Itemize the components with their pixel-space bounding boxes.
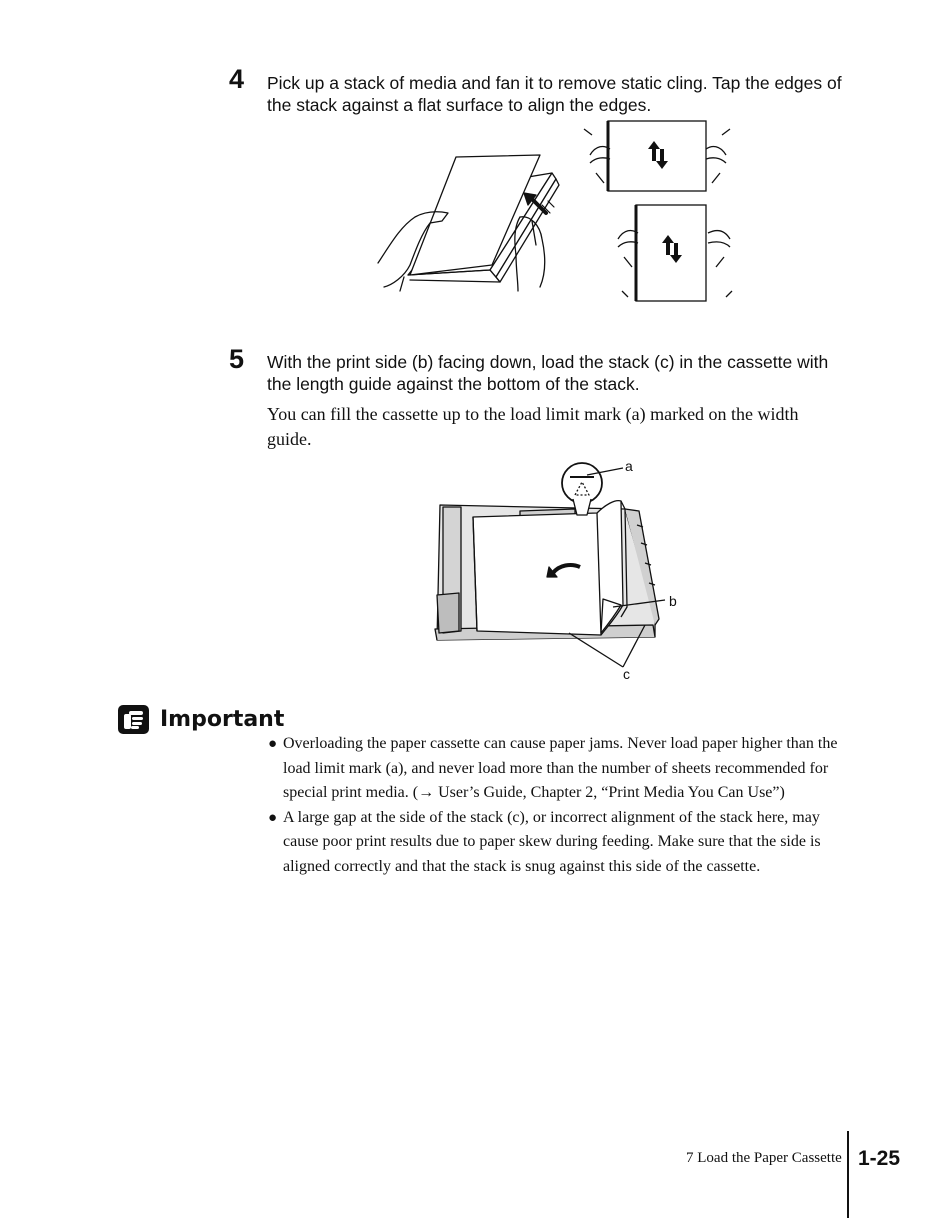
label-b: b xyxy=(669,593,677,609)
step-5-number: 5 xyxy=(229,344,245,374)
cassette-illustration xyxy=(425,455,690,687)
important-list xyxy=(268,732,843,879)
bullet-icon: ● xyxy=(268,809,278,826)
list-item xyxy=(268,806,843,880)
fan-stack-illustration xyxy=(370,115,750,305)
important-item-text: Overloading the paper cassette can cause paper jams. Never load paper higher than the load limit mark (a), and never load more than the number of sheets recommended for special print media. (→ User’s Guide, Chapter 2, “Print Media You Can Use”) xyxy=(283,735,838,801)
step-4-number: 4 xyxy=(229,64,245,94)
page-number: 1-25 xyxy=(858,1147,901,1170)
list-item xyxy=(268,732,843,806)
important-title: Important xyxy=(160,707,285,732)
step-5-note: You can fill the cassette up to the load limit mark (a) marked on the width guide. xyxy=(267,404,799,449)
label-a: a xyxy=(625,458,633,474)
bullet-icon: ● xyxy=(268,736,278,752)
important-hand-icon xyxy=(118,705,149,734)
step-5-text: With the print side (b) facing down, load the stack (c) in the cassette with the length guide against the bottom of the stack. xyxy=(267,352,829,394)
label-c: c xyxy=(623,666,630,682)
footer-divider xyxy=(847,1131,849,1218)
step-4-text: Pick up a stack of media and fan it to remove static cling. Tap the edges of the stack against a flat surface to align the edges. xyxy=(267,73,842,115)
important-item-text: A large gap at the side of the stack (c), or incorrect alignment of the stack here, may cause poor print results due to paper skew during feeding. Make sure that the side is aligned correctly and that the stack is snug against this side of the cassette. xyxy=(283,808,821,875)
footer-section: 7 Load the Paper Cassette xyxy=(686,1150,842,1166)
